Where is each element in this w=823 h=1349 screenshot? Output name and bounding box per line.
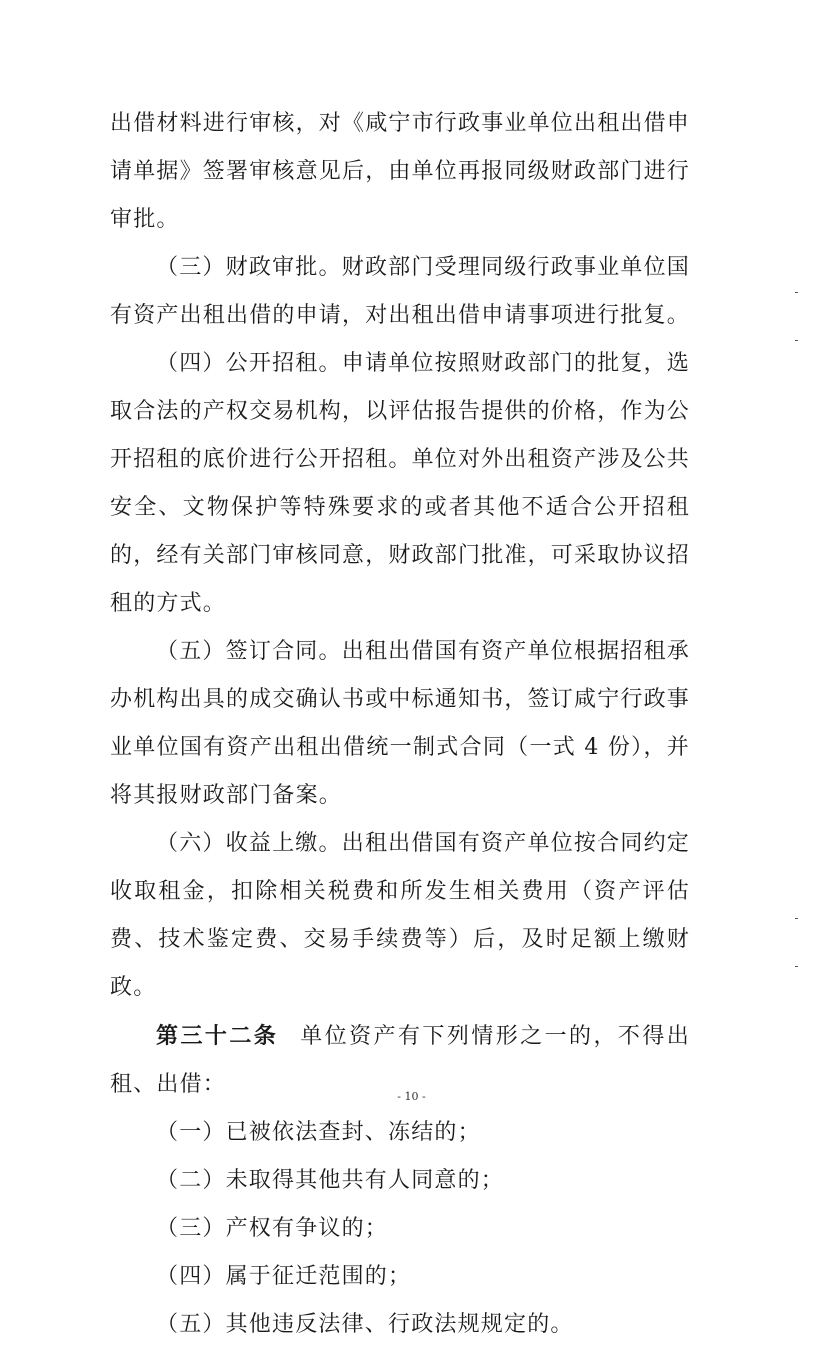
margin-mark xyxy=(795,918,798,919)
list-item: （四）属于征迁范围的； xyxy=(156,1264,412,1289)
article-text: 单位资产有下列情形之一的，不得出租、出借： xyxy=(110,1024,690,1097)
paragraph-review-continued: 出借材料进行审核，对《咸宁市行政事业单位出租出借申请单据》签署审核意见后，由单位再报同级财政部门进行审批。 xyxy=(110,111,691,232)
margin-mark xyxy=(795,966,798,967)
paragraph-sign-contract: （五）签订合同。出租出借国有资产单位根据招租承办机构出具的成交确认书或中标通知书，签订咸宁行政事业单位国有资产出租出借统一制式合同（一式 4 份），并将其报财政部门备案。 xyxy=(110,639,691,808)
article-heading: 第三十二条 xyxy=(156,1023,279,1049)
paragraph-public-tender: （四）公开招租。申请单位按照财政部门的批复，选取合法的产权交易机构，以评估报告提供的价格，作为公开招租的底价进行公开招租。单位对外出租资产涉及公共安全、文物保护等特殊要求的或者其他不适合公开招租的，经有关部门审核同意，财政部门批准，可采取协议招租的方式。 xyxy=(110,351,691,616)
list-item: （一）已被依法查封、冻结的； xyxy=(156,1120,481,1145)
margin-mark xyxy=(795,292,798,293)
list-item: （二）未取得其他共有人同意的； xyxy=(156,1168,505,1193)
paragraph-finance-approval: （三）财政审批。财政部门受理同级行政事业单位国有资产出租出借的申请，对出租出借申请事项进行批复。 xyxy=(110,255,691,328)
document-body xyxy=(110,100,690,1349)
paragraph-revenue-remit: （六）收益上缴。出租出借国有资产单位按合同约定收取租金，扣除相关税费和所发生相关费用（资产评估费、技术鉴定费、交易手续费等）后，及时足额上缴财政。 xyxy=(110,831,690,1000)
list-item: （五）其他违反法律、行政法规规定的。 xyxy=(156,1312,574,1337)
page-number: - 10 - xyxy=(397,1090,426,1103)
margin-mark xyxy=(795,340,798,341)
list-item: （三）产权有争议的； xyxy=(156,1216,389,1241)
